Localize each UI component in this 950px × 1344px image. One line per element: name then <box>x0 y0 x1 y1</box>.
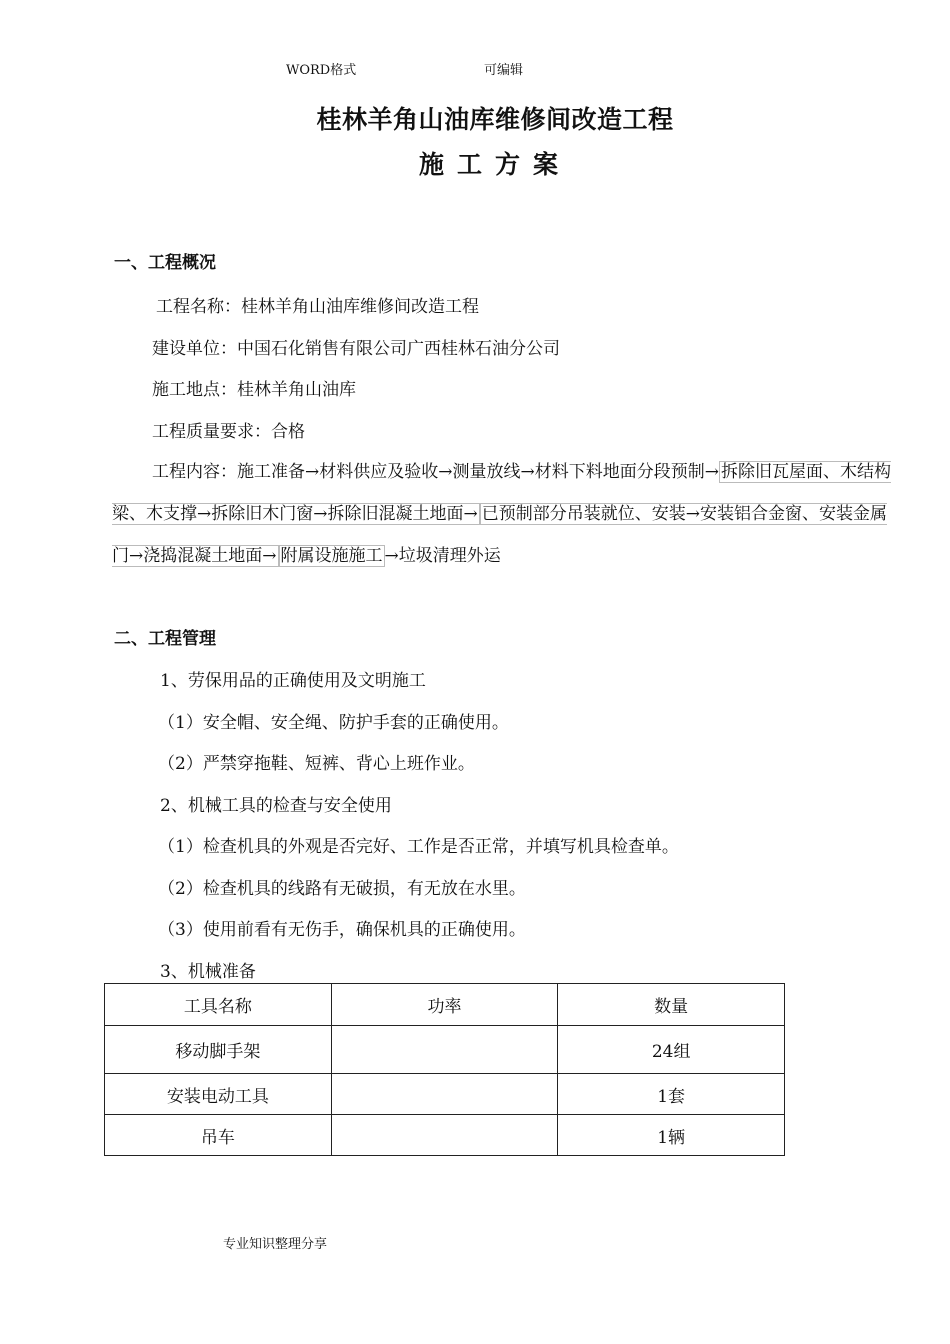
machinery-table <box>104 983 785 1156</box>
quality-line: 工程质量要求：合格 <box>152 422 305 442</box>
table-cell: 1套 <box>558 1074 785 1115</box>
table-header-row <box>105 984 785 1026</box>
mgmt-item: 1、劳保用品的正确使用及文明施工 <box>160 671 426 691</box>
mgmt-item: 3、机械准备 <box>160 962 256 982</box>
document-subtitle: 施工方案 <box>418 150 571 179</box>
location-line: 施工地点：桂林羊角山油库 <box>152 380 356 400</box>
content-part2: →垃圾清理外运 <box>384 546 501 566</box>
table-cell: 1辆 <box>558 1115 785 1156</box>
footer-text: 专业知识整理分享 <box>223 1237 328 1252</box>
table-header-cell: 功率 <box>331 984 558 1026</box>
table-cell <box>331 1026 558 1074</box>
table-cell: 吊车 <box>105 1115 332 1156</box>
table-header-cell: 工具名称 <box>105 984 332 1026</box>
mgmt-item: 2、机械工具的检查与安全使用 <box>160 796 392 816</box>
builder-line: 建设单位：中国石化销售有限公司广西桂林石油分公司 <box>152 339 560 359</box>
project-name-line: 工程名称：桂林羊角山油库维修间改造工程 <box>156 297 479 317</box>
mgmt-item: （1）检查机具的外观是否完好、工作是否正常，并填写机具检查单。 <box>158 837 679 857</box>
content-box3: 附属设施施工 <box>280 546 383 566</box>
header-format-label: WORD格式 <box>286 63 357 78</box>
document-title: 桂林羊角山油库维修间改造工程 <box>316 105 674 134</box>
content-part1: 工程内容：施工准备→材料供应及验收→测量放线→材料下料地面分段预制→ <box>152 462 719 482</box>
mgmt-item: （3）使用前看有无伤手，确保机具的正确使用。 <box>158 920 526 940</box>
content-box1: 拆除旧瓦屋面、木结构梁、木支撑→拆除旧木门窗→拆除旧混凝土地面→ <box>112 462 891 524</box>
content-box2: 已预制部分吊装就位、安装→安装铝合金窗、安装金属门→浇捣混凝土地面→ <box>112 504 887 566</box>
table-cell: 24组 <box>558 1026 785 1074</box>
table-cell: 安装电动工具 <box>105 1074 332 1115</box>
mgmt-item: （1）安全帽、安全绳、防护手套的正确使用。 <box>158 713 509 733</box>
mgmt-item: （2）严禁穿拖鞋、短裤、背心上班作业。 <box>158 754 475 774</box>
table-header-cell: 数量 <box>558 984 785 1026</box>
table-cell: 移动脚手架 <box>105 1026 332 1074</box>
table-row <box>105 1074 785 1115</box>
table-cell <box>331 1115 558 1156</box>
header-editable-label: 可编辑 <box>484 63 524 78</box>
section2-heading: 二、工程管理 <box>114 629 216 649</box>
section1-heading: 一、工程概况 <box>114 253 216 273</box>
table-cell <box>331 1074 558 1115</box>
table-row <box>105 1026 785 1074</box>
mgmt-item: （2）检查机具的线路有无破损，有无放在水里。 <box>158 879 526 899</box>
table-row <box>105 1115 785 1156</box>
project-content-paragraph <box>112 451 902 577</box>
